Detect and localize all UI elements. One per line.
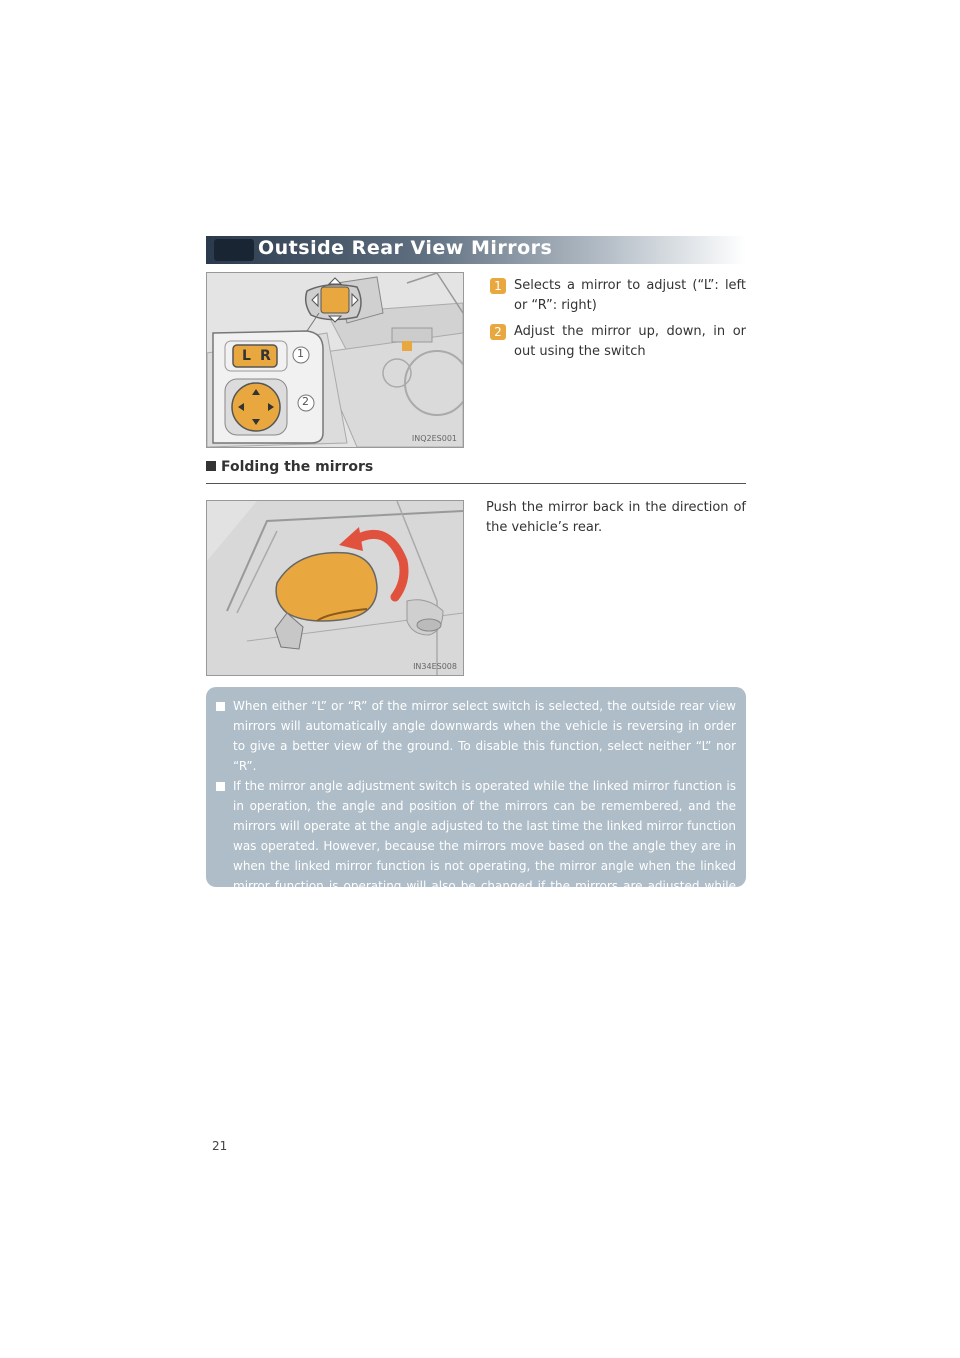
step-text: Adjust the mirror up, down, in or out using the switch (514, 324, 746, 359)
title-decoration (214, 239, 254, 261)
folding-heading (206, 459, 746, 484)
note-bullet-icon (216, 702, 225, 711)
section-title-bar (206, 236, 746, 264)
step-number: 1 (490, 278, 506, 294)
folding-heading-text: Folding the mirrors (221, 459, 374, 475)
callout-1: 1 (297, 347, 304, 360)
info-note-box (206, 687, 746, 913)
note-text: If the mirror angle adjustment switch is operated while the linked mirror function is in operation, the angle and position of the mirrors can be remembered, and the mirrors will operate at the angle adjusted to the last time the linked mirror function was operated. However, because the mirrors move based on the angle they are in when the linked mirror function is not operating, the mirror angle when the linked mirror function is operating will also be changed if the mirrors are adjusted while the function is not operating. (233, 779, 736, 913)
callout-2: 2 (302, 395, 309, 408)
mirror-folding-illustration (206, 500, 464, 676)
step-text: Selects a mirror to adjust (“L”: left or “R”: right) (514, 278, 746, 313)
folding-instruction: Push the mirror back in the direction of the vehicle’s rear. (486, 500, 746, 535)
note-bullet-icon (216, 782, 225, 791)
step-1 (490, 276, 746, 316)
note-text: When either “L” or “R” of the mirror select switch is selected, the outside rear view mirrors will automatically angle downwards when the vehicle is reversing in order to give a better view of the ground. To disable this function, select neither “L” nor “R”. (233, 699, 736, 773)
figure-code: IN34ES008 (413, 662, 457, 671)
figure-code: INQ2ES001 (411, 434, 457, 443)
mirror-switch-illustration (206, 272, 464, 448)
step-2 (490, 322, 746, 362)
page-number: 21 (212, 1139, 228, 1153)
page-title: Outside Rear View Mirrors (258, 237, 553, 259)
step-number: 2 (490, 324, 506, 340)
note-item (216, 696, 736, 776)
switch-left-label: L (242, 348, 251, 364)
heading-square-icon (206, 461, 216, 471)
note-item (216, 776, 736, 916)
mirror-folding-drawing (207, 501, 463, 675)
switch-right-label: R (260, 348, 271, 364)
